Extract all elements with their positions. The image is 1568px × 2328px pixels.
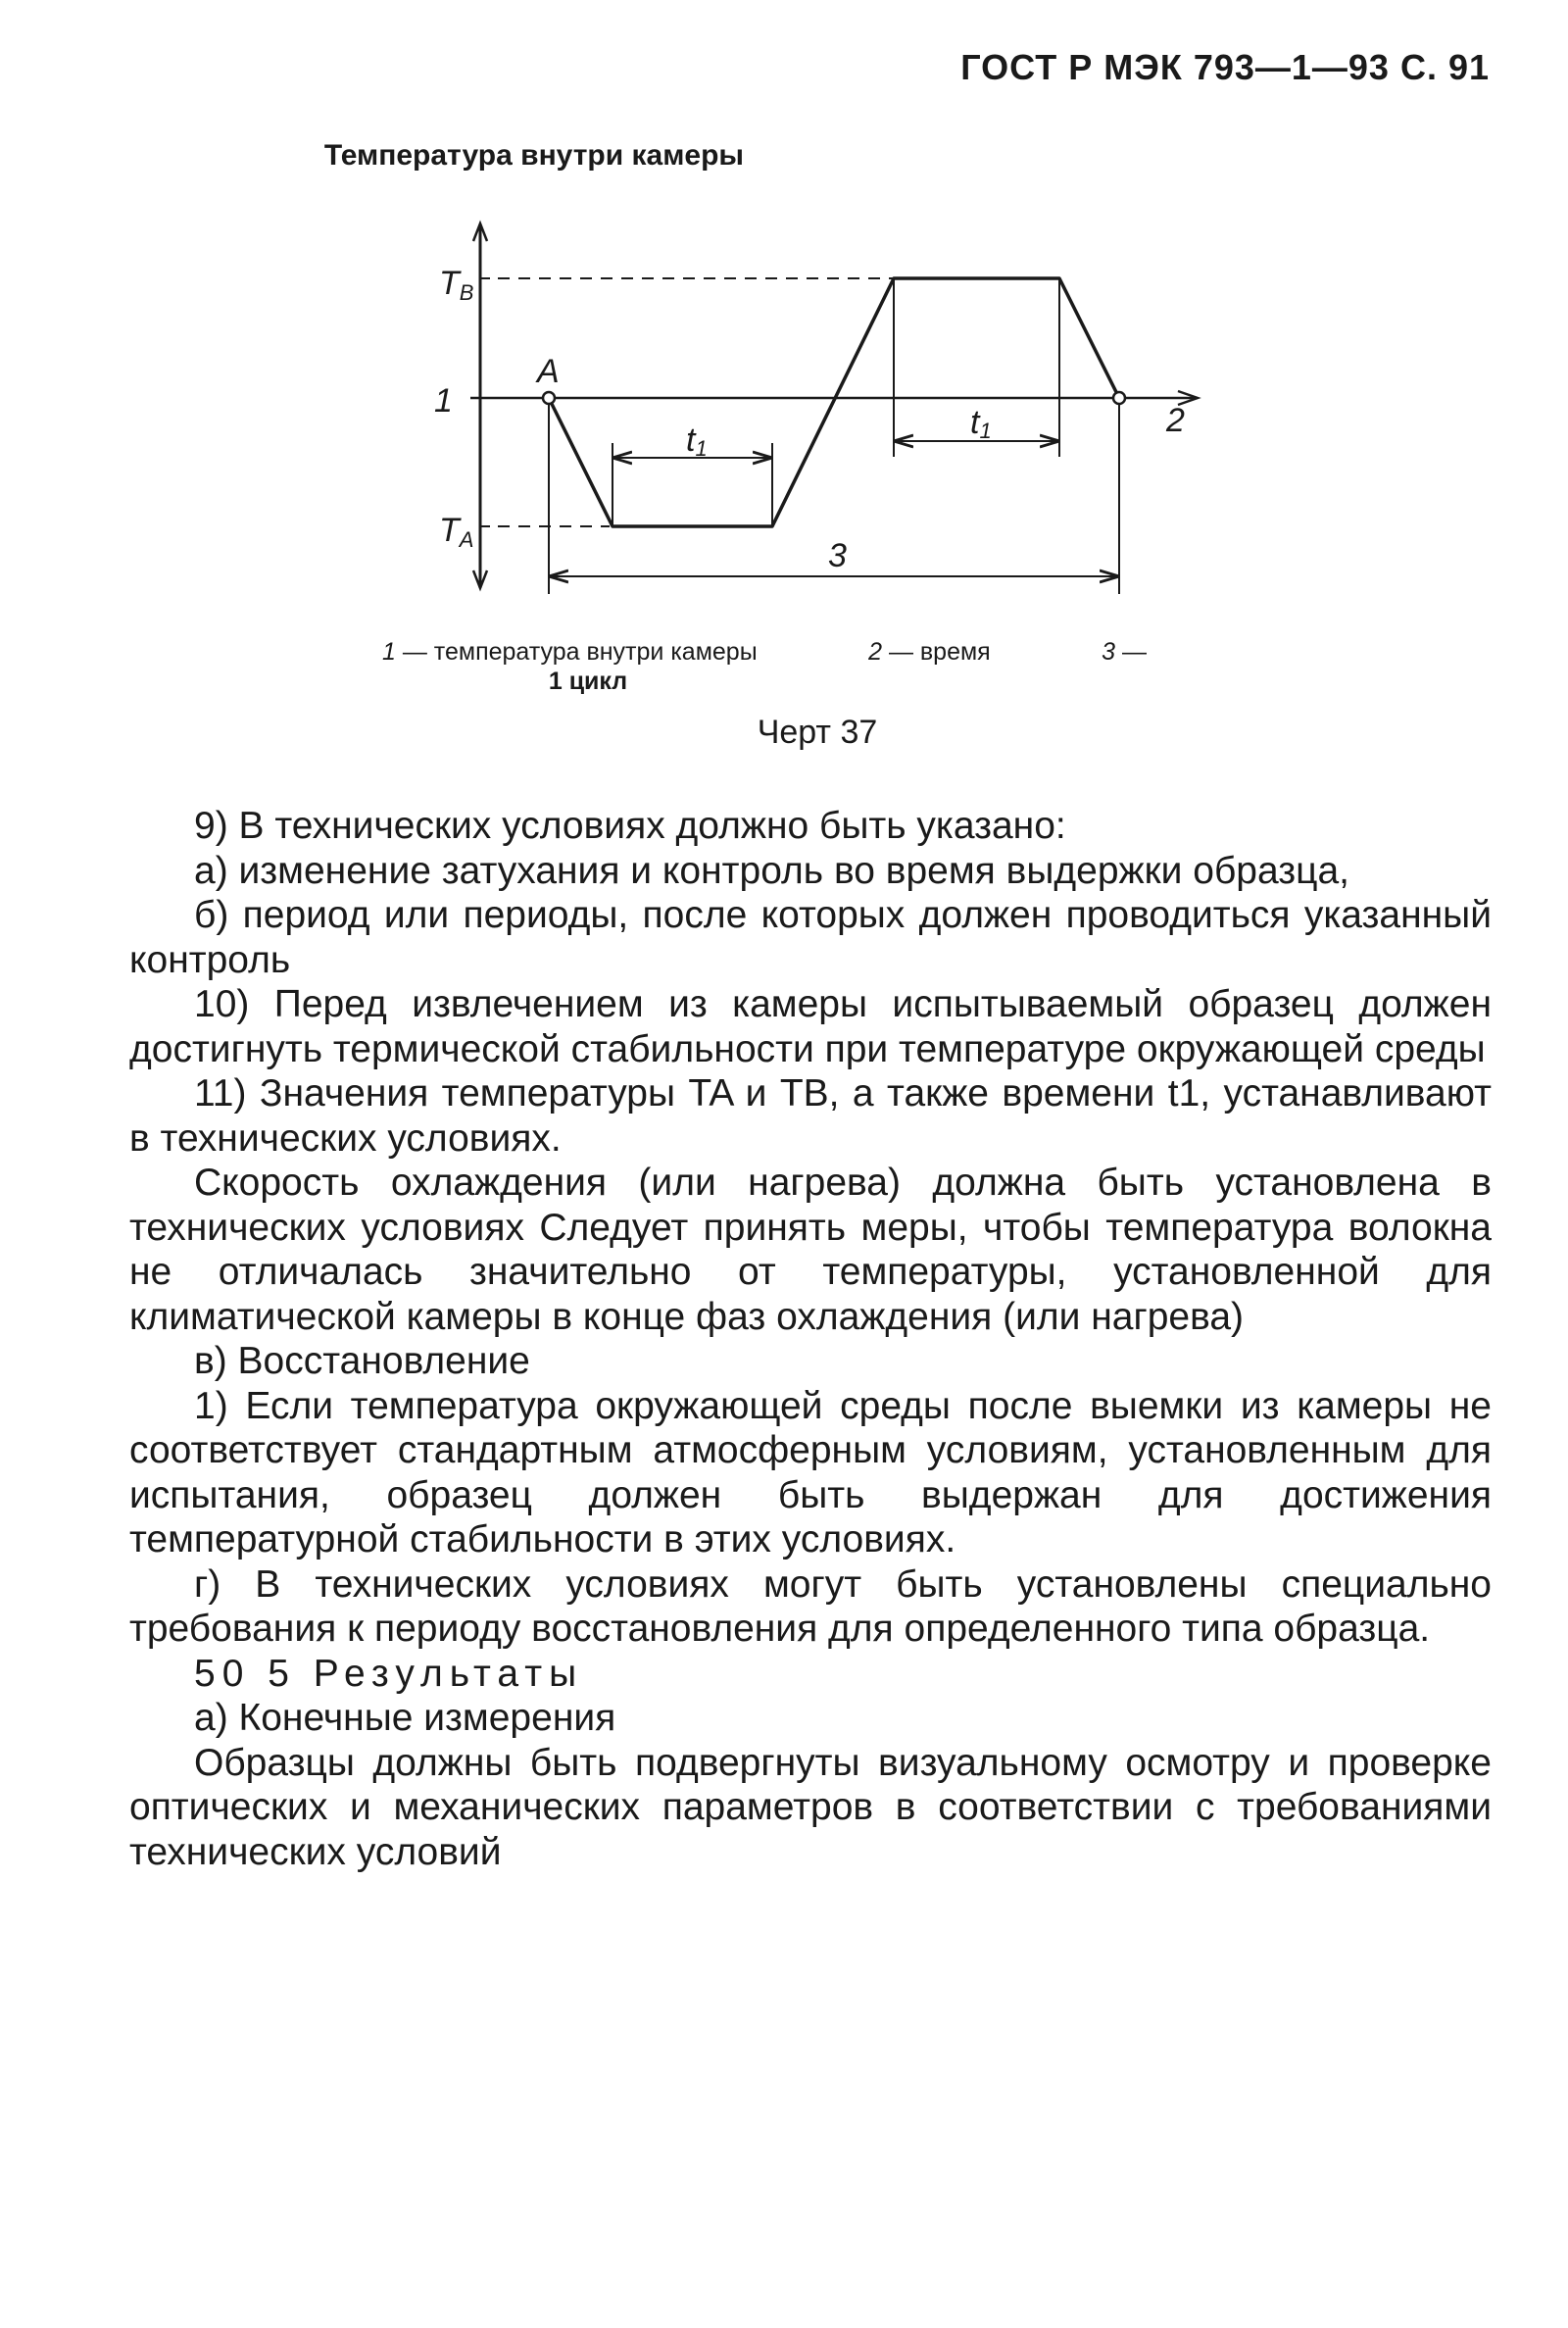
figure-title: Температура внутри камеры — [323, 139, 745, 172]
label-tb: TB — [439, 265, 474, 305]
paragraph: Образцы должны быть подвергнуты визуальному осмотру и проверке оптических и механических параметров в соответствии с требованиями технических условий — [129, 1741, 1492, 1873]
label-t1-left: t1 — [686, 421, 708, 461]
label-point-a: A — [537, 353, 560, 390]
legend-item-3: 3 — — [1102, 638, 1147, 666]
paragraph: Скорость охлаждения (или нагрева) должна быть установлена в технических условиях Следует принять меры, чтобы температура волокна не отличалась значительно от температуры, установленной для климатической камеры в конце фаз охлаждения (или нагрева) — [129, 1162, 1492, 1338]
paragraph: 11) Значения температуры TA и TB, а также времени t1, устанавливают в технических условиях. — [129, 1072, 1492, 1160]
temperature-profile — [549, 278, 1119, 526]
end-point-marker — [1113, 392, 1125, 404]
label-cycle-3: 3 — [828, 537, 847, 574]
paragraph: а) изменение затухания и контроль во время выдержки образца, — [194, 849, 1349, 892]
point-a-marker — [543, 392, 555, 404]
legend-item-1: 1 — температура внутри камеры — [382, 638, 758, 666]
paragraph: 1) Если температура окружающей среды после выемки из камеры не соответствует стандартным атмосферным условиям, установленным для испытания, образец должен быть выдержан для достижения температурной стабильности в этих условиях. — [129, 1384, 1492, 1560]
label-ta: TA — [439, 512, 474, 552]
figure-caption: Черт 37 — [757, 714, 878, 751]
figure-legend — [382, 637, 1147, 696]
paragraph: 9) В технических условиях должно быть указано: — [194, 805, 1066, 847]
temperature-cycle-diagram — [0, 0, 1568, 706]
section-heading: 50 5 Результаты — [194, 1652, 584, 1695]
paragraph: а) Конечные измерения — [194, 1697, 616, 1739]
paragraph: б) период или периоды, после которых должен проводиться указанный контроль — [129, 894, 1492, 981]
paragraph: г) В технических условиях могут быть установлены специально требования к периоду восстановления для определенного типа образца. — [129, 1562, 1492, 1650]
paragraph: 10) Перед извлечением из камеры испытываемый образец должен достигнуть термической стабильности при температуре окружающей среды — [129, 983, 1492, 1070]
label-t1-right: t1 — [970, 404, 992, 443]
legend-item-3-cont: 1 цикл — [548, 668, 628, 695]
label-axis-1: 1 — [434, 382, 453, 420]
paragraph: в) Восстановление — [194, 1340, 530, 1382]
label-axis-2: 2 — [1166, 402, 1185, 439]
body-text — [129, 804, 1492, 1874]
page-header: ГОСТ Р МЭК 793—1—93 С. 91 — [960, 47, 1490, 87]
legend-item-2: 2 — время — [868, 638, 991, 666]
